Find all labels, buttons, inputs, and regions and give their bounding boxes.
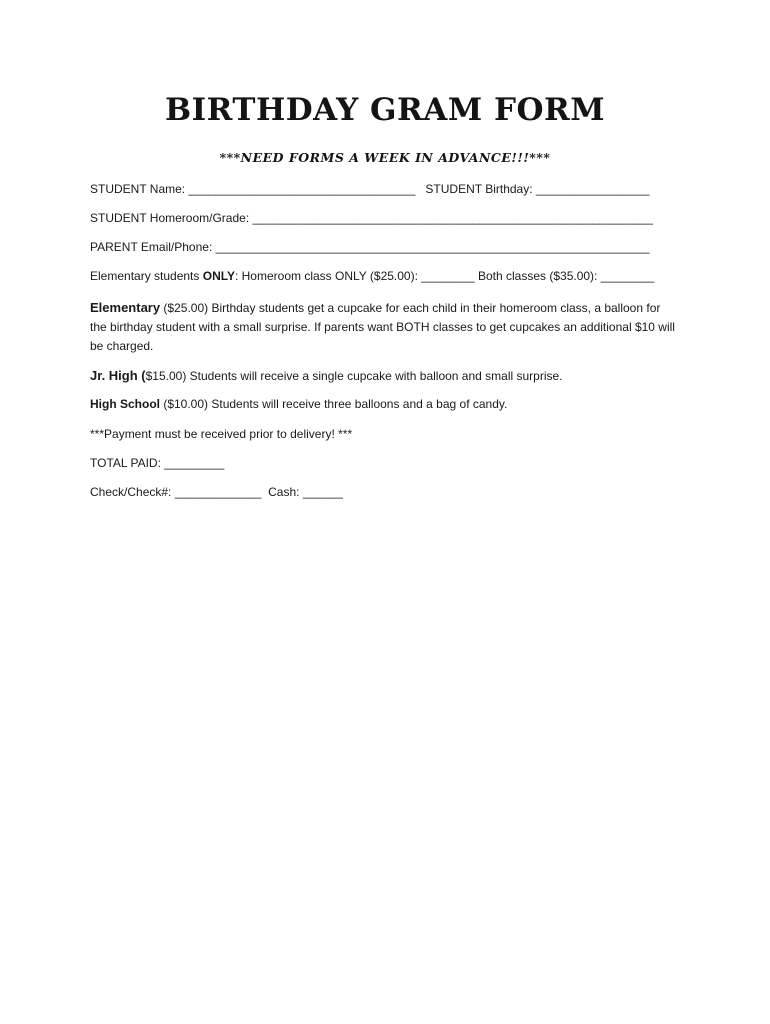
highschool-text: ($10.00) Students will receive three balloons and a bag of candy. [160,397,508,411]
student-name-field[interactable]: __________________________________ [188,182,416,196]
check-label: Check/Check#: [90,485,175,499]
homeroom-option-text: : Homeroom class ONLY ($25.00): [234,269,422,283]
parent-contact-label: PARENT Email/Phone: [90,240,213,254]
total-paid-label: TOTAL PAID: [90,456,165,470]
total-paid-line [90,454,675,472]
jrhigh-description [90,366,680,386]
homeroom-field[interactable]: ____________________________________________________________ [252,211,653,225]
homeroom-option-field[interactable]: ________ [421,269,475,283]
cash-label: Cash: [261,485,303,499]
student-birthday-label: STUDENT Birthday: [425,182,533,196]
form-title: BIRTHDAY GRAM FORM [164,92,606,128]
student-name-label: STUDENT Name: [90,182,186,196]
elementary-prefix: Elementary students [90,269,203,283]
elementary-options-line [90,267,675,285]
homeroom-line [90,209,675,227]
cash-field[interactable]: ______ [302,485,343,499]
highschool-description [90,395,680,414]
parent-contact-field[interactable]: _________________________________________________________________ [215,240,650,254]
both-classes-option-text: Both classes ($35.00): [474,269,601,283]
student-name-birthday-line [90,180,675,198]
elementary-text: ($25.00) Birthday students get a cupcake for each child in their homeroom class, a balloon for the birthday student with a small surprise. If parents want BOTH classes to get cupcakes an additional $10 will be charged. [90,301,675,353]
form-subtitle: ***NEED FORMS A WEEK IN ADVANCE!!!*** [219,150,551,165]
parent-contact-line [90,238,675,256]
check-number-field[interactable]: _____________ [174,485,262,499]
elementary-lead: Elementary [90,300,161,315]
total-paid-field[interactable]: _________ [164,456,225,470]
jrhigh-text: $15.00) Students will receive a single cupcake with balloon and small surprise. [145,369,563,383]
highschool-lead: High School [90,397,160,411]
elementary-only: ONLY [202,269,235,283]
both-classes-option-field[interactable]: ________ [600,269,655,283]
elementary-description [90,298,680,356]
payment-note: ***Payment must be received prior to delivery! *** [90,427,353,441]
jrhigh-lead: Jr. High ( [90,368,146,383]
student-birthday-field[interactable]: _________________ [535,182,650,196]
homeroom-label: STUDENT Homeroom/Grade: [90,211,250,225]
payment-method-line [90,483,675,501]
